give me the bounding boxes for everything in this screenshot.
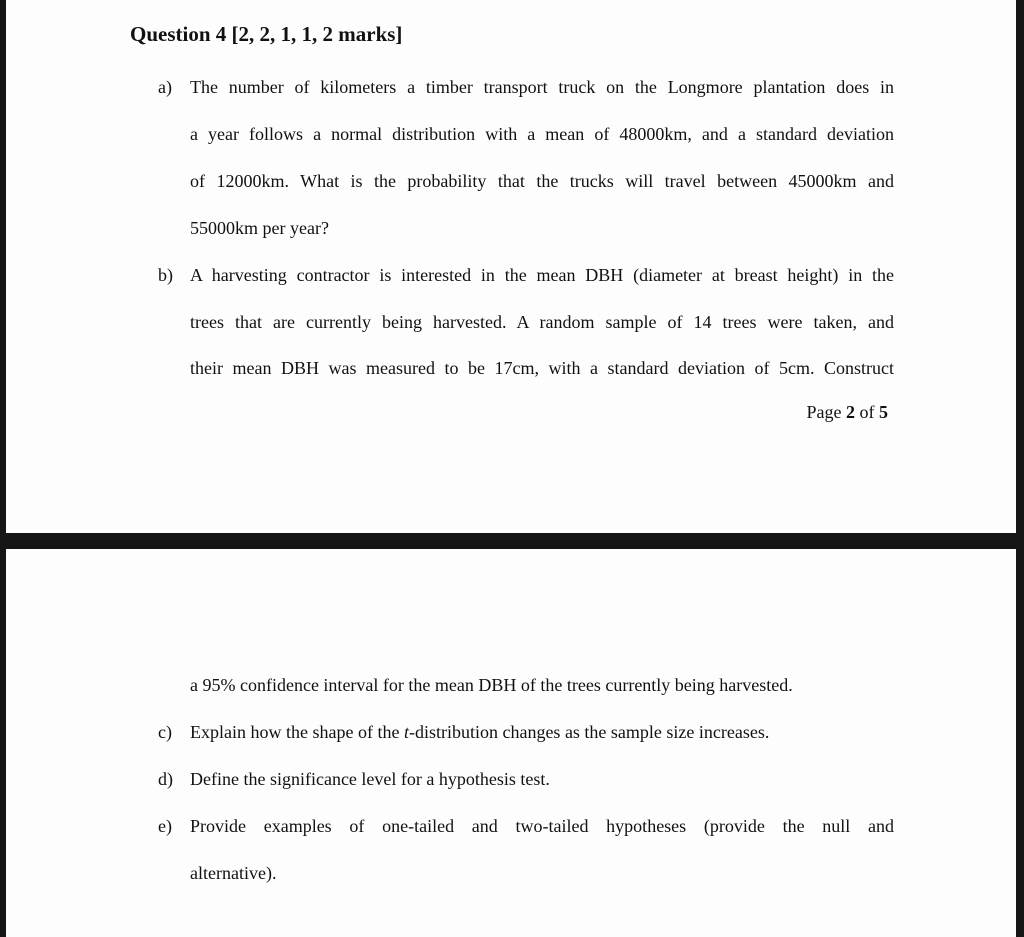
part-e-line-1: Provide examples of one-tailed and two-tailed hypotheses (provide the null and	[190, 816, 894, 836]
part-d-text: Define the significance level for a hypothesis test.	[190, 769, 550, 789]
part-d-label: d)	[158, 769, 173, 789]
part-b-line-2: trees that are currently being harvested. A random sample of 14 trees were taken, and	[190, 312, 894, 332]
page-total: 5	[879, 402, 888, 422]
part-a-line-3: of 12000km. What is the probability that the trucks will travel between 45000km and	[190, 171, 894, 191]
question-title: Question 4 [2, 2, 1, 1, 2 marks]	[130, 22, 403, 46]
part-b-line-4: a 95% confidence interval for the mean DBH of the trees currently being harvested.	[190, 675, 793, 695]
part-b-line-1: A harvesting contractor is interested in the mean DBH (diameter at breast height) in the	[190, 265, 894, 285]
document-page-bottom	[6, 549, 1016, 937]
document-page-top	[6, 0, 1016, 533]
part-e-label: e)	[158, 816, 172, 836]
part-e-line-2: alternative).	[190, 863, 277, 883]
page-current: 2	[846, 402, 855, 422]
part-c-label: c)	[158, 722, 172, 742]
part-a-line-1: The number of kilometers a timber transport truck on the Longmore plantation does in	[190, 77, 894, 97]
part-c-text: Explain how the shape of the t-distribution changes as the sample size increases.	[190, 722, 770, 742]
part-a-line-2: a year follows a normal distribution with a mean of 48000km, and a standard deviation	[190, 124, 894, 144]
part-a-label: a)	[158, 77, 172, 97]
part-b-label: b)	[158, 265, 173, 285]
part-a-line-4: 55000km per year?	[190, 218, 329, 238]
part-b-line-3: their mean DBH was measured to be 17cm, with a standard deviation of 5cm. Construct	[190, 358, 894, 378]
t-symbol: t	[403, 722, 409, 742]
page-number: Page 2 of 5	[806, 402, 888, 422]
